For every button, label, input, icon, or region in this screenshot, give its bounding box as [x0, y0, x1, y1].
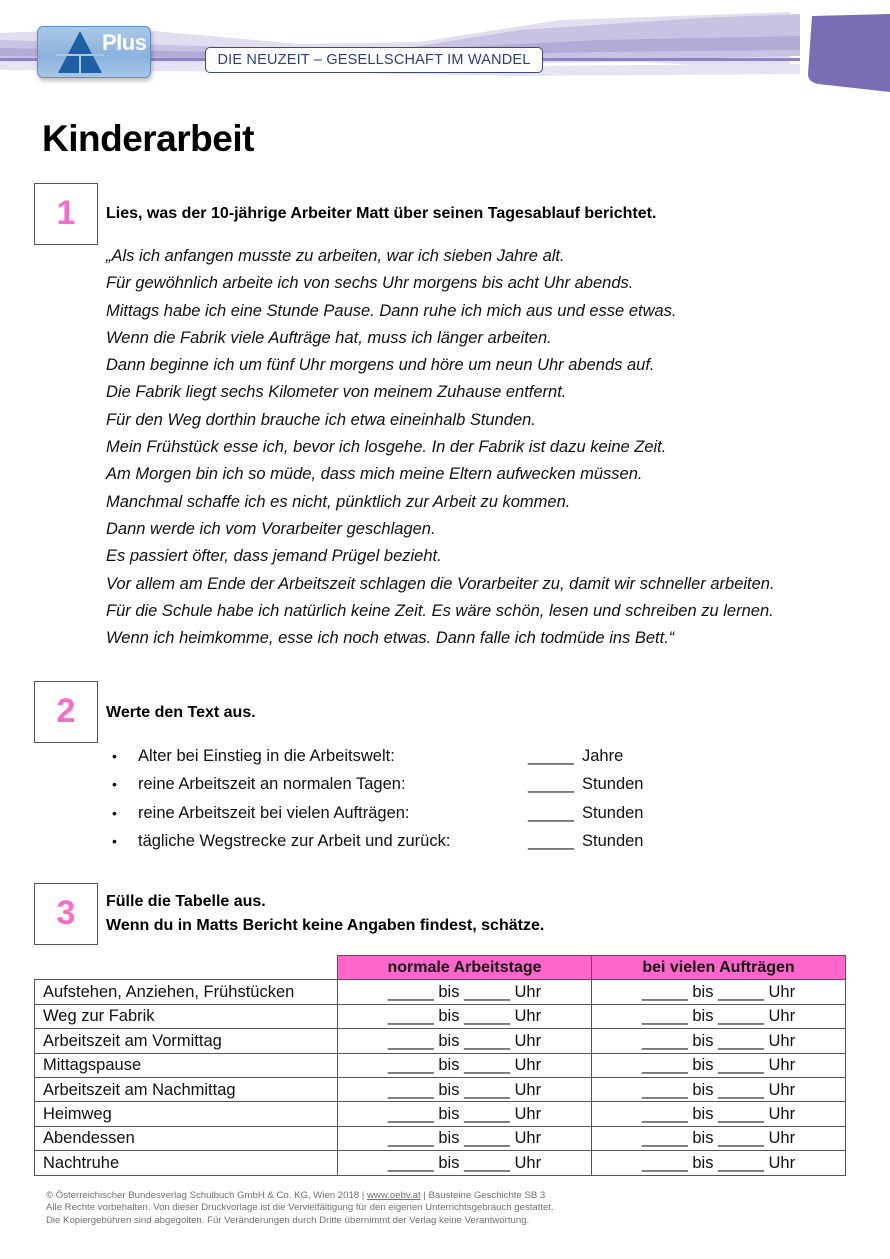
table-row: [35, 1053, 846, 1077]
evaluation-label: reine Arbeitszeit an normalen Tagen:: [138, 775, 406, 794]
report-line: Manchmal schaffe ich es nicht, pünktlich zur Arbeit zu kommen.: [106, 492, 571, 511]
answer-blank[interactable]: _____: [528, 747, 574, 765]
logo-text: Plus: [102, 30, 147, 55]
task-number-1: 1: [34, 183, 98, 245]
activity-label: Arbeitszeit am Vormittag: [35, 1029, 338, 1053]
evaluation-unit: Stunden: [582, 803, 644, 822]
table-header-busy-days: bei vielen Aufträgen: [592, 956, 846, 980]
footer-line-1: [46, 1190, 554, 1202]
task-number-3: 3: [34, 883, 98, 945]
report-line: Mittags habe ich eine Stunde Pause. Dann ruhe ich mich aus und esse etwas.: [106, 301, 677, 320]
activity-label: Abendessen: [35, 1126, 338, 1150]
task-3-instruction-line-2: Wenn du in Matts Bericht keine Angaben findest, schätze.: [106, 917, 545, 934]
report-line: Dann beginne ich um fünf Uhr morgens und höre um neun Uhr abends auf.: [106, 356, 655, 375]
busy-time-cell[interactable]: _____ bis _____ Uhr: [592, 1053, 846, 1077]
answer-blank[interactable]: _____: [528, 831, 574, 850]
publisher-link[interactable]: www.oebv.at: [366, 1190, 421, 1201]
busy-time-cell[interactable]: _____ bis _____ Uhr: [592, 1077, 846, 1101]
chapter-label: DIE NEUZEIT – GESELLSCHAFT IM WANDEL: [205, 47, 543, 73]
bullet-icon: •: [112, 748, 117, 764]
normal-time-cell[interactable]: _____ bis _____ Uhr: [338, 1029, 592, 1053]
table-row: [35, 1151, 846, 1175]
table-header-row: [35, 956, 846, 980]
plus-logo: [37, 26, 151, 78]
evaluation-label: reine Arbeitszeit bei vielen Aufträgen:: [138, 803, 410, 822]
busy-time-cell[interactable]: _____ bis _____ Uhr: [592, 1126, 846, 1150]
answer-blank[interactable]: _____: [528, 775, 574, 794]
table-row: [35, 1004, 846, 1028]
normal-time-cell[interactable]: _____ bis _____ Uhr: [338, 1053, 592, 1077]
busy-time-cell[interactable]: _____ bis _____ Uhr: [592, 980, 846, 1004]
footer-book-title: | Bausteine Geschichte SB 3: [420, 1190, 546, 1201]
task-3-instruction: [106, 890, 544, 938]
footer-publisher: © Österreichischer Bundesverlag Schulbuch GmbH & Co. KG, Wien 2018 |: [46, 1190, 367, 1201]
pyramid-icon: [56, 30, 104, 74]
table-row: [35, 1126, 846, 1150]
normal-time-cell[interactable]: _____ bis _____ Uhr: [338, 1102, 592, 1126]
busy-time-cell[interactable]: _____ bis _____ Uhr: [592, 1151, 846, 1175]
report-line: Vor allem am Ende der Arbeitszeit schlagen die Vorarbeiter zu, damit wir schneller arbeiten.: [106, 574, 775, 593]
evaluation-label: tägliche Wegstrecke zur Arbeit und zurück:: [138, 831, 451, 850]
normal-time-cell[interactable]: _____ bis _____ Uhr: [338, 1077, 592, 1101]
bullet-icon: •: [112, 832, 117, 849]
evaluation-unit: Jahre: [582, 747, 624, 765]
report-line: „Als ich anfangen musste zu arbeiten, war ich sieben Jahre alt.: [106, 247, 565, 265]
activity-label: Arbeitszeit am Nachmittag: [35, 1077, 338, 1101]
activity-label: Mittagspause: [35, 1053, 338, 1077]
footer-line-2: Alle Rechte vorbehalten. Von dieser Druckvorlage ist die Vervielfältigung für den eigenen Unterrichtsgebrauch gestattet.: [46, 1202, 554, 1214]
report-line: Für die Schule habe ich natürlich keine Zeit. Es wäre schön, lesen und schreiben zu lernen.: [106, 601, 774, 620]
report-line: Am Morgen bin ich so müde, dass mich meine Eltern aufwecken müssen.: [106, 465, 643, 484]
activity-label: Heimweg: [35, 1102, 338, 1126]
task-1-instruction: Lies, was der 10-jährige Arbeiter Matt über seinen Tagesablauf berichtet.: [106, 205, 657, 222]
report-line: Wenn die Fabrik viele Aufträge hat, muss ich länger arbeiten.: [106, 328, 552, 347]
bullet-icon: •: [112, 776, 117, 793]
evaluation-unit: Stunden: [582, 831, 644, 850]
footer-line-3: Die Kopiergebühren sind abgegolten. Für Veränderungen durch Dritte übernimmt der Verlag keine Verantwortung.: [46, 1214, 530, 1226]
normal-time-cell[interactable]: _____ bis _____ Uhr: [338, 980, 592, 1004]
busy-time-cell[interactable]: _____ bis _____ Uhr: [592, 1004, 846, 1028]
evaluation-label: Alter bei Einstieg in die Arbeitswelt:: [138, 747, 395, 765]
activity-label: Aufstehen, Anziehen, Frühstücken: [35, 980, 338, 1004]
table-row: [35, 1077, 846, 1101]
page-title: Kinderarbeit: [42, 118, 254, 159]
table-row: [35, 1029, 846, 1053]
report-line: Die Fabrik liegt sechs Kilometer von meinem Zuhause entfernt.: [106, 383, 567, 402]
report-line: Wenn ich heimkomme, esse ich noch etwas. Dann falle ich todmüde ins Bett.“: [106, 629, 675, 648]
table-header-empty: [35, 956, 338, 980]
task-2-instruction: Werte den Text aus.: [106, 704, 256, 721]
task-3-instruction-line-1: Fülle die Tabelle aus.: [106, 893, 266, 910]
report-line: Es passiert öfter, dass jemand Prügel bezieht.: [106, 547, 442, 566]
normal-time-cell[interactable]: _____ bis _____ Uhr: [338, 1151, 592, 1175]
report-text: [106, 243, 775, 652]
schedule-table: [34, 955, 846, 1176]
report-line: Für gewöhnlich arbeite ich von sechs Uhr morgens bis acht Uhr abends.: [106, 274, 634, 293]
bullet-icon: •: [112, 804, 117, 821]
table-row: [35, 980, 846, 1004]
normal-time-cell[interactable]: _____ bis _____ Uhr: [338, 1126, 592, 1150]
report-line: Für den Weg dorthin brauche ich etwa eineinhalb Stunden.: [106, 410, 536, 429]
normal-time-cell[interactable]: _____ bis _____ Uhr: [338, 1004, 592, 1028]
report-line: Dann werde ich vom Vorarbeiter geschlagen.: [106, 519, 436, 538]
busy-time-cell[interactable]: _____ bis _____ Uhr: [592, 1029, 846, 1053]
activity-label: Weg zur Fabrik: [35, 1004, 338, 1028]
task-number-2: 2: [34, 681, 98, 743]
footer-copyright: [46, 1190, 554, 1227]
header-banner: [0, 0, 890, 100]
report-line: Mein Frühstück esse ich, bevor ich losgehe. In der Fabrik ist dazu keine Zeit.: [106, 438, 667, 457]
busy-time-cell[interactable]: _____ bis _____ Uhr: [592, 1102, 846, 1126]
table-header-normal-days: normale Arbeitstage: [338, 956, 592, 980]
evaluation-unit: Stunden: [582, 775, 644, 794]
answer-blank[interactable]: _____: [528, 803, 574, 822]
table-row: [35, 1102, 846, 1126]
activity-label: Nachtruhe: [35, 1151, 338, 1175]
